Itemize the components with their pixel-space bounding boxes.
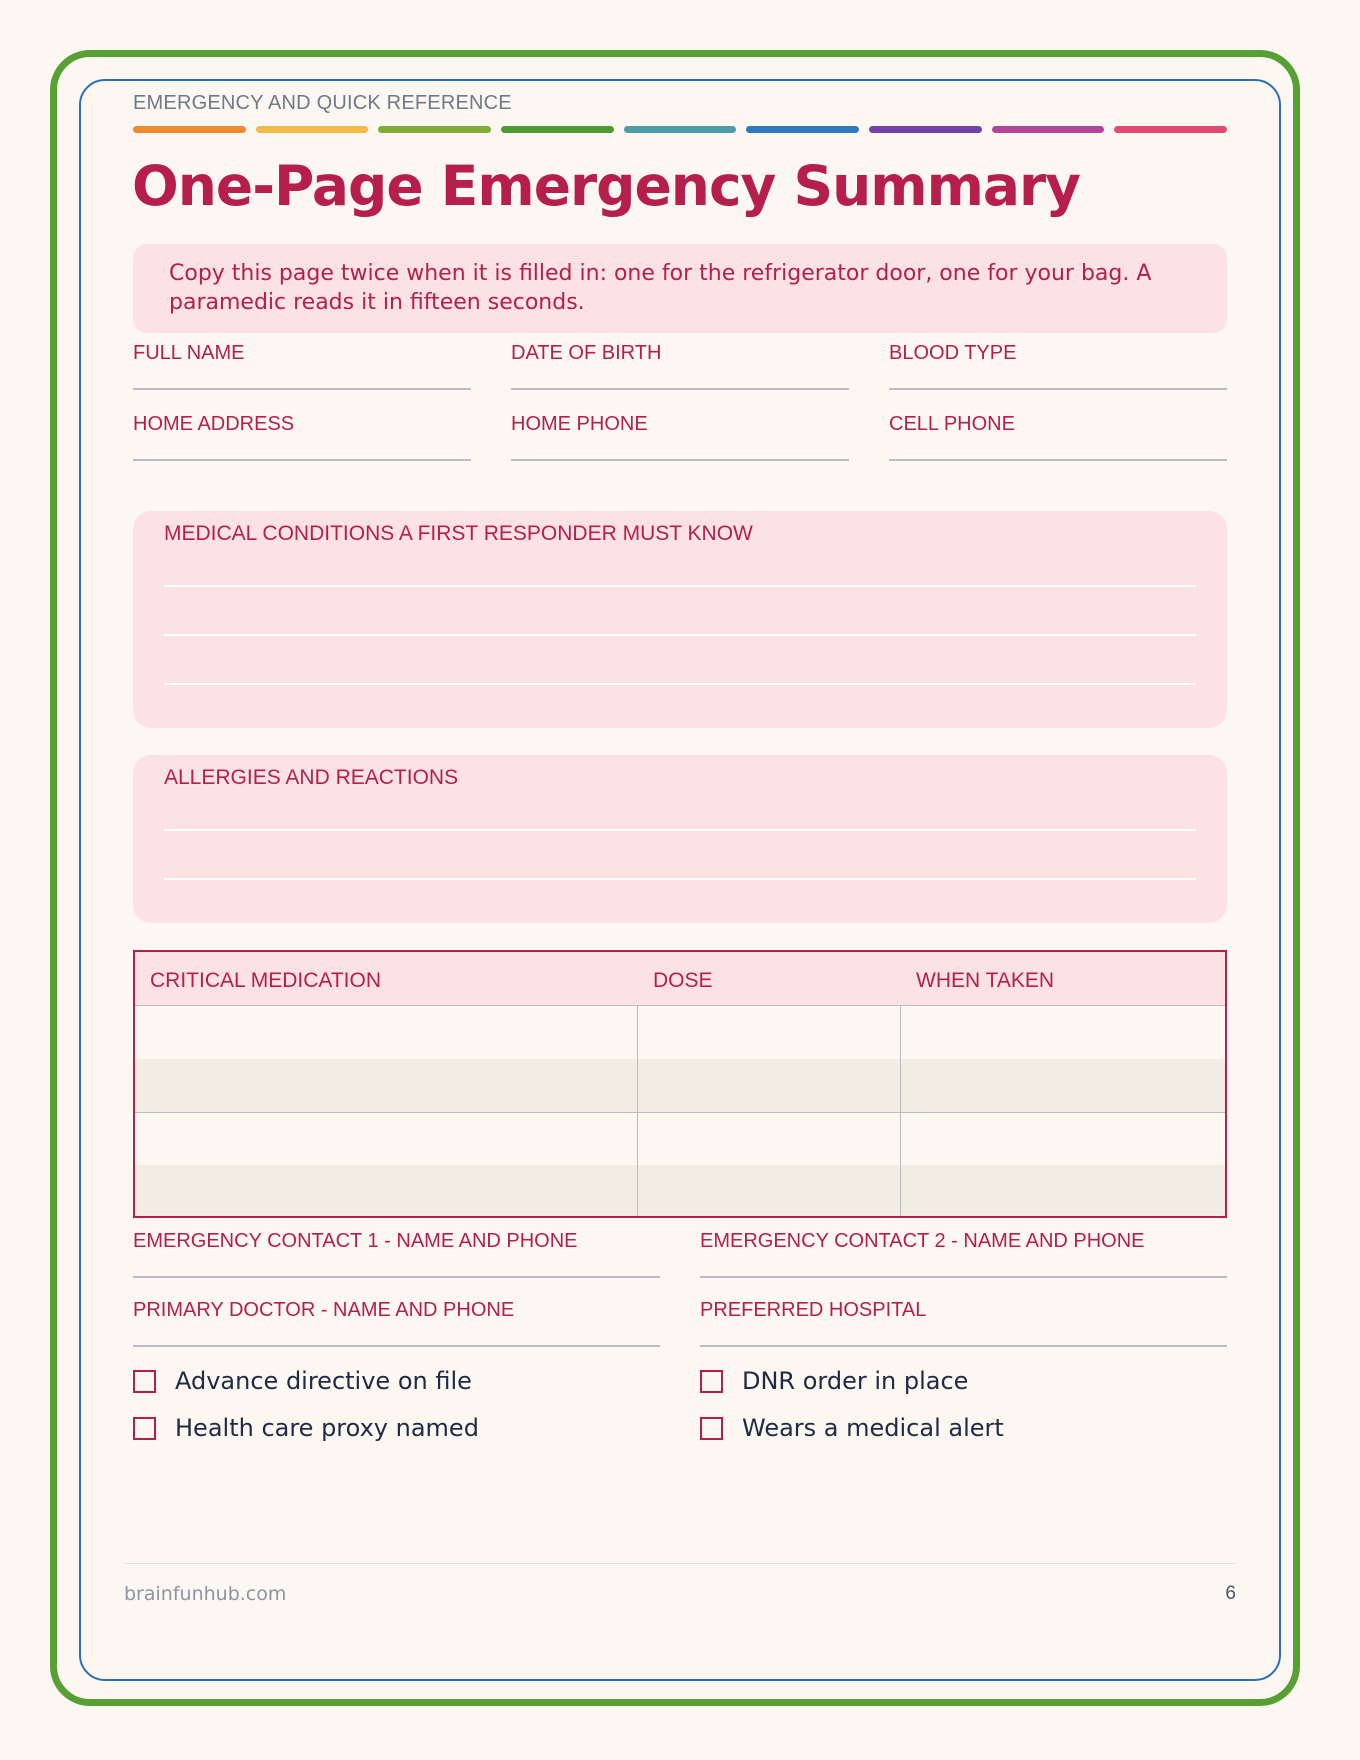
home-address-field[interactable] — [133, 459, 471, 461]
rainbow-segment — [256, 126, 369, 133]
full-name-label: FULL NAME — [133, 342, 245, 364]
table-row[interactable] — [135, 1059, 1225, 1113]
cell-phone-label: CELL PHONE — [889, 413, 1015, 435]
page-title: One-Page Emergency Summary — [132, 154, 1081, 218]
table-row[interactable] — [135, 1112, 1225, 1166]
medical-conditions-line[interactable] — [164, 683, 1196, 685]
column-divider — [637, 1005, 638, 1216]
blood-type-label: BLOOD TYPE — [889, 342, 1017, 364]
full-name-field[interactable] — [133, 388, 471, 390]
checklist-label: DNR order in place — [742, 1367, 969, 1395]
rainbow-divider — [133, 126, 1227, 133]
preferred-hospital-label: PREFERRED HOSPITAL — [700, 1299, 927, 1321]
instruction-note: Copy this page twice when it is filled in: one for the refrigerator door, one for your bag. A paramedic reads it in fifteen seconds. — [133, 244, 1227, 333]
checklist-label: Health care proxy named — [175, 1414, 479, 1442]
home-phone-field[interactable] — [511, 459, 849, 461]
table-row[interactable] — [135, 1165, 1225, 1218]
checkbox[interactable] — [133, 1417, 156, 1440]
cell-phone-field[interactable] — [889, 459, 1227, 461]
medical-conditions-line[interactable] — [164, 634, 1196, 636]
rainbow-segment — [501, 126, 614, 133]
column-divider — [900, 1005, 901, 1216]
primary-doctor-field[interactable] — [133, 1345, 660, 1347]
footer-divider — [124, 1563, 1236, 1564]
preferred-hospital-field[interactable] — [700, 1345, 1227, 1347]
emergency-contact-2-label: EMERGENCY CONTACT 2 - NAME AND PHONE — [700, 1230, 1145, 1252]
medical-conditions-label: MEDICAL CONDITIONS A FIRST RESPONDER MUST KNOW — [164, 522, 753, 545]
medication-table-header — [135, 952, 1225, 1006]
table-row[interactable] — [135, 1006, 1225, 1060]
checklist-item-medical-alert[interactable] — [700, 1414, 1004, 1442]
column-header-medication: CRITICAL MEDICATION — [150, 969, 382, 992]
column-header-when-taken: WHEN TAKEN — [916, 969, 1055, 992]
checklist-item-dnr[interactable] — [700, 1367, 968, 1395]
checklist-label: Wears a medical alert — [742, 1414, 1004, 1442]
medical-conditions-line[interactable] — [164, 585, 1196, 587]
checkbox[interactable] — [133, 1370, 156, 1393]
checkbox[interactable] — [700, 1370, 723, 1393]
date-of-birth-label: DATE OF BIRTH — [511, 342, 662, 364]
date-of-birth-field[interactable] — [511, 388, 849, 390]
emergency-contact-2-field[interactable] — [700, 1276, 1227, 1278]
emergency-contact-1-field[interactable] — [133, 1276, 660, 1278]
checklist-item-advance-directive[interactable] — [133, 1367, 472, 1395]
allergies-panel — [133, 755, 1227, 923]
primary-doctor-label: PRIMARY DOCTOR - NAME AND PHONE — [133, 1299, 515, 1321]
footer-site: brainfunhub.com — [124, 1583, 287, 1605]
page-number: 6 — [1225, 1583, 1236, 1604]
column-header-dose: DOSE — [653, 969, 713, 992]
home-phone-label: HOME PHONE — [511, 413, 648, 435]
home-address-label: HOME ADDRESS — [133, 413, 295, 435]
medical-conditions-panel — [133, 511, 1227, 728]
allergies-label: ALLERGIES AND REACTIONS — [164, 766, 459, 789]
allergies-line[interactable] — [164, 829, 1196, 831]
allergies-line[interactable] — [164, 878, 1196, 880]
rainbow-segment — [624, 126, 737, 133]
section-eyebrow: EMERGENCY AND QUICK REFERENCE — [133, 92, 512, 114]
blood-type-field[interactable] — [889, 388, 1227, 390]
checklist-item-health-care-proxy[interactable] — [133, 1414, 479, 1442]
emergency-contact-1-label: EMERGENCY CONTACT 1 - NAME AND PHONE — [133, 1230, 578, 1252]
rainbow-segment — [378, 126, 491, 133]
rainbow-segment — [746, 126, 859, 133]
checkbox[interactable] — [700, 1417, 723, 1440]
rainbow-segment — [133, 126, 246, 133]
rainbow-segment — [869, 126, 982, 133]
rainbow-segment — [992, 126, 1105, 133]
medication-table — [133, 950, 1227, 1218]
checklist-label: Advance directive on file — [175, 1367, 472, 1395]
rainbow-segment — [1114, 126, 1227, 133]
